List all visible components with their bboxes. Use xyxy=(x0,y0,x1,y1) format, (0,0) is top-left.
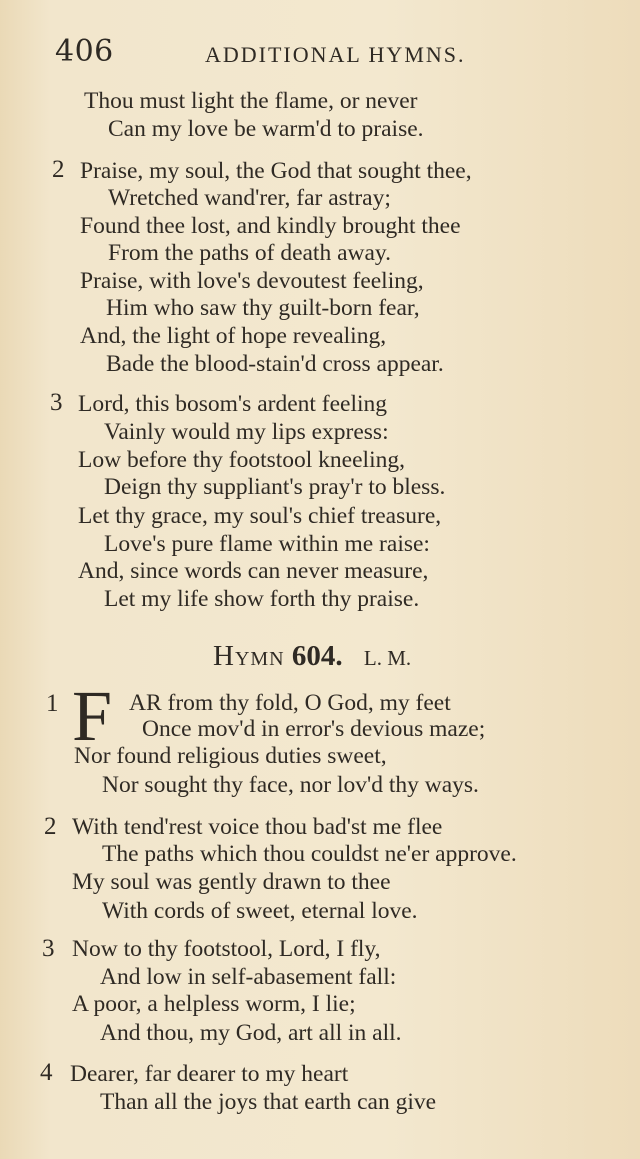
verse-line: And, since words can never measure, xyxy=(78,558,429,584)
verse-line: From the paths of death away. xyxy=(108,240,392,266)
verse-number: 3 xyxy=(42,935,55,962)
running-head: ADDITIONAL HYMNS. xyxy=(205,42,466,67)
verse-line: With cords of sweet, eternal love. xyxy=(102,898,418,924)
verse-line: Vainly would my lips express: xyxy=(104,419,389,445)
verse-line: Deign thy suppliant's pray'r to bless. xyxy=(104,474,446,500)
verse-line: Nor found religious duties sweet, xyxy=(74,743,387,769)
verse-line: Love's pure flame within me raise: xyxy=(104,531,430,557)
hymn-title-word: Hymn xyxy=(213,640,285,672)
verse-line: And, the light of hope revealing, xyxy=(80,323,387,349)
verse-line: Thou must light the flame, or never xyxy=(84,88,418,114)
verse-line: Bade the blood-stain'd cross appear. xyxy=(106,351,444,377)
drop-cap: F xyxy=(72,676,113,756)
verse-line: AR from thy fold, O God, my feet xyxy=(129,690,451,716)
verse-number: 1 xyxy=(46,690,59,717)
verse-line: Once mov'd in error's devious maze; xyxy=(142,716,486,742)
verse-line: And low in self-abasement fall: xyxy=(100,964,397,990)
verse-line: Now to thy footstool, Lord, I fly, xyxy=(72,936,381,962)
verse-line: Him who saw thy guilt-born fear, xyxy=(106,295,420,321)
verse-number: 2 xyxy=(52,156,65,183)
hymn-meter: L. M. xyxy=(363,646,412,670)
verse-line: A poor, a helpless worm, I lie; xyxy=(72,991,356,1017)
verse-line: Let thy grace, my soul's chief treasure, xyxy=(78,503,442,529)
verse-line: Lord, this bosom's ardent feeling xyxy=(78,391,388,417)
verse-line: Praise, with love's devoutest feeling, xyxy=(80,268,424,294)
verse-line: Low before thy footstool kneeling, xyxy=(78,447,405,473)
verse-number: 3 xyxy=(50,389,63,416)
verse-line: Found thee lost, and kindly brought thee xyxy=(80,213,461,239)
verse-line: Nor sought thy face, nor lov'd thy ways. xyxy=(102,772,479,798)
verse-line: And thou, my God, art all in all. xyxy=(100,1020,402,1046)
hymn-number: 604. xyxy=(291,640,343,672)
page-header xyxy=(55,34,495,74)
verse-number: 4 xyxy=(40,1059,53,1086)
verse-number: 2 xyxy=(44,813,57,840)
verse-line: Praise, my soul, the God that sought thee, xyxy=(80,158,472,184)
verse-line: The paths which thou couldst ne'er approve. xyxy=(102,841,517,867)
hymn-title xyxy=(213,640,411,673)
page-number: 406 xyxy=(55,34,114,69)
verse-line: With tend'rest voice thou bad'st me flee xyxy=(72,814,443,840)
verse-line: Dearer, far dearer to my heart xyxy=(70,1061,349,1087)
verse-line: Wretched wand'rer, far astray; xyxy=(108,185,391,211)
verse-line: My soul was gently drawn to thee xyxy=(72,869,391,895)
verse-line: Let my life show forth thy praise. xyxy=(104,586,420,612)
verse-line: Than all the joys that earth can give xyxy=(100,1089,437,1115)
verse-line: Can my love be warm'd to praise. xyxy=(108,116,424,142)
